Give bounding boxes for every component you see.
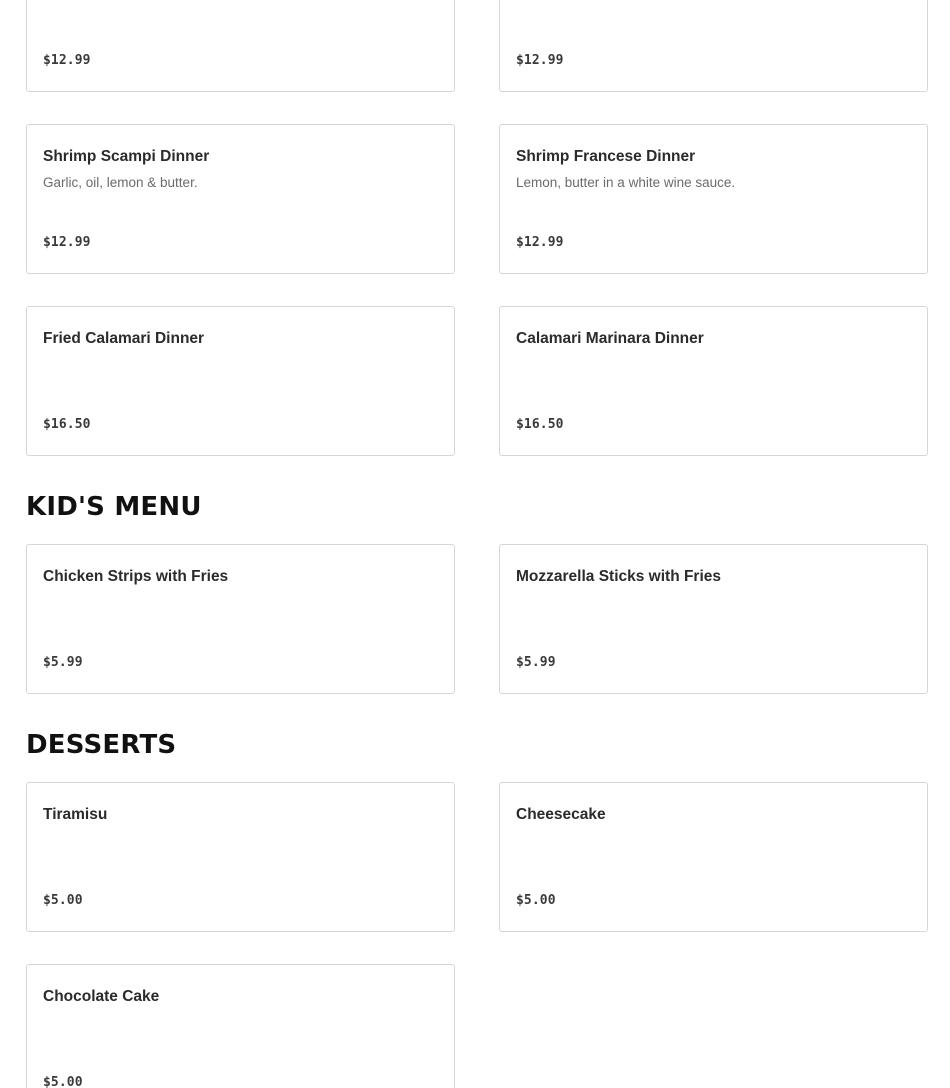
menu-item-name: Tiramisu [43,806,108,823]
menu-item-price: $5.00 [516,893,556,908]
menu-item-name: Shrimp Francese Dinner [516,148,696,165]
menu-item-card[interactable] [499,0,928,92]
menu-item-card[interactable] [26,782,455,932]
menu-item-price: $12.99 [516,53,564,68]
menu-item-card[interactable] [499,782,928,932]
menu-grid-kids [26,544,928,694]
menu-item-card[interactable] [26,124,455,274]
menu-item-name: Chocolate Cake [43,988,160,1005]
menu-item-card[interactable] [499,124,928,274]
menu-item-price: $12.99 [43,235,91,250]
menu-item-card[interactable] [26,964,455,1088]
menu-item-card[interactable] [26,544,455,694]
menu-item-description: Garlic, oil, lemon & butter. [43,175,198,190]
menu-page [26,0,928,1088]
menu-item-price: $12.99 [516,235,564,250]
menu-item-card[interactable] [26,306,455,456]
menu-item-name: Fried Calamari Dinner [43,330,205,347]
menu-item-price: $5.00 [43,893,83,908]
menu-item-name: Cheesecake [516,806,606,823]
section-title-kids-menu: KID'S MENU [26,492,202,522]
menu-item-description: Lemon, butter in a white wine sauce. [516,175,736,190]
menu-item-name: Mozzarella Sticks with Fries [516,568,722,585]
menu-item-card[interactable] [499,544,928,694]
menu-grid-dinners [26,0,928,456]
menu-item-name: Shrimp Scampi Dinner [43,148,210,165]
menu-item-card[interactable] [26,0,455,92]
menu-item-price: $12.99 [43,53,91,68]
menu-item-price: $5.99 [43,655,83,670]
menu-grid-desserts [26,782,928,1088]
menu-item-price: $5.99 [516,655,556,670]
section-title-desserts: DESSERTS [26,730,177,760]
menu-item-name: Chicken Strips with Fries [43,568,229,585]
menu-item-price: $16.50 [516,417,564,432]
menu-item-price: $16.50 [43,417,91,432]
menu-item-price: $5.00 [43,1075,83,1088]
menu-item-card[interactable] [499,306,928,456]
menu-item-name: Calamari Marinara Dinner [516,330,704,347]
